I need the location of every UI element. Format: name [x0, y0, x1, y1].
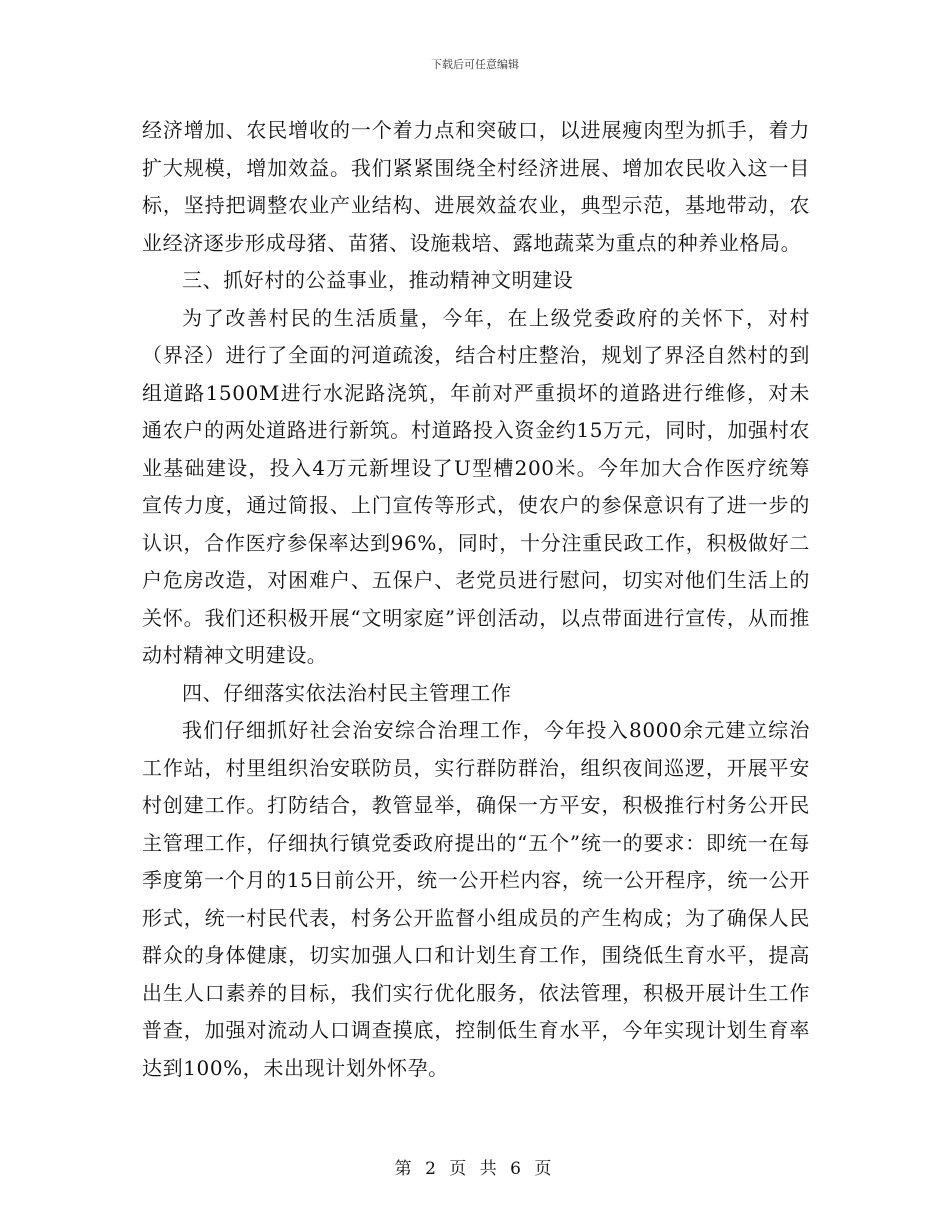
page-number-footer: 第 2 页 共 6 页: [394, 1159, 556, 1179]
paragraph-rule-of-law: 我们仔细抓好社会治安综合治理工作，今年投入8000余元建立综治工作站，村里组织治安联防员，实行群防群治，组织夜间巡逻，开展平安村创建工作。打防结合，教管显举，确保一方平安，积极推行村务公开民主管理工作，仔细执行镇党委政府提出的“五个”统一的要求：即统一在每季度第一个月的15日前公开，统一公开栏内容，统一公开程序，统一公开形式，统一村民代表，村务公开监督小组成员的产生构成；为了确保人民群众的身体健康，切实加强人口和计划生育工作，围绕低生育水平，提高出生人口素养的目标，我们实行优化服务，依法管理，积极开展计生工作普查，加强对流动人口调查摸底，控制低生育水平，今年实现计划生育率达到100%，未出现计划外怀孕。: [142, 718, 810, 1080]
document-body: [142, 112, 810, 1087]
paragraph-continuation: 经济增加、农民增收的一个着力点和突破口，以进展瘦肉型为抓手，着力扩大规模，增加效益。我们紧紧围绕全村经济进展、增加农民收入这一目标，坚持把调整农业产业结构、进展效益农业，典型示范，基地带动，农业经济逐步形成母猪、苗猪、设施栽培、露地蔬菜为重点的种养业格局。: [142, 118, 810, 255]
section-heading-3: 三、抓好村的公益事业，推动精神文明建设: [182, 268, 574, 292]
page-header-note: 下载后可任意编辑: [431, 58, 519, 71]
section-heading-4: 四、仔细落实依法治村民主管理工作: [182, 680, 512, 705]
paragraph-public-welfare: 为了改善村民的生活质量，今年，在上级党委政府的关怀下，对村（界泾）进行了全面的河道疏浚，结合村庄整治，规划了界泾自然村的到组道路1500M进行水泥路浇筑，年前对严重损坏的道路进行维修，对未通农户的两处道路进行新筑。村道路投入资金约15万元，同时，加强村农业基础建设，投入4万元新埋设了U型槽200米。今年加大合作医疗统筹宣传力度，通过简报、上门宣传等形式，使农户的参保意识有了进一步的认识，合作医疗参保率达到96%，同时，十分注重民政工作，积极做好二户危房改造，对困难户、五保户、老党员进行慰问，切实对他们生活上的关怀。我们还积极开展“文明家庭”评创活动，以点带面进行宣传，从而推动村精神文明建设。: [142, 305, 810, 667]
